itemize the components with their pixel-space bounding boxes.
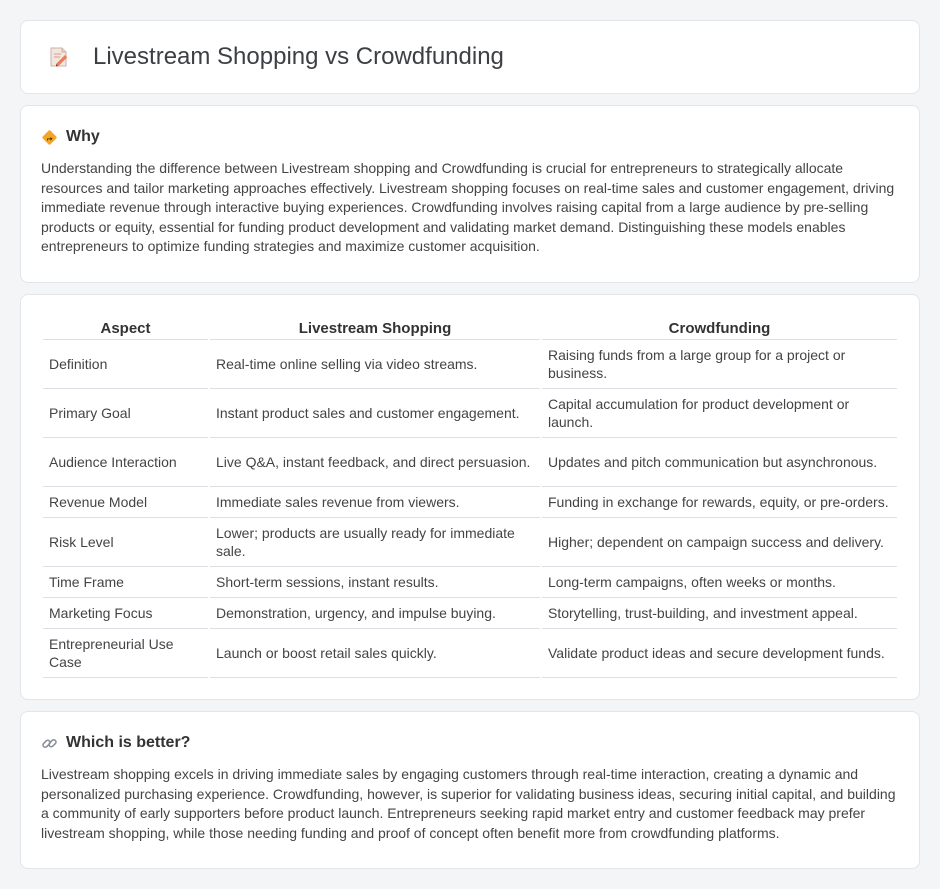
aspect-cell: Definition [43,340,208,389]
crowdfunding-cell: Higher; dependent on campaign success and delivery. [542,518,897,567]
document-pencil-icon [47,45,71,69]
crowdfunding-cell: Raising funds from a large group for a project or business. [542,340,897,389]
title-card [20,20,920,94]
table-row [43,518,897,567]
livestream-cell: Short-term sessions, instant results. [210,567,540,598]
table-row [43,487,897,518]
why-text: Understanding the difference between Livestream shopping and Crowdfunding is crucial for entrepreneurs to strategically allocate resources and tailor marketing approaches effectively. Livestream shopping focuses on real-time sales and customer engagement, driving immediate revenue through interactive buying experiences. Crowdfunding involves raising capital from a large audience by pre-selling products or equity, essential for funding product development and validating market demand. Distinguishing these models enables entrepreneurs to optimize funding strategies and maximize customer acquisition. [41,160,895,254]
page-title: Livestream Shopping vs Crowdfunding [93,43,504,70]
header-livestream: Livestream Shopping [210,315,540,340]
which-better-section [20,711,920,869]
link-icon [41,735,58,752]
livestream-cell: Immediate sales revenue from viewers. [210,487,540,518]
crowdfunding-cell: Updates and pitch communication but asynchronous. [542,438,897,487]
aspect-cell: Entrepreneurial Use Case [43,629,208,678]
livestream-cell: Real-time online selling via video streams. [210,340,540,389]
table-row [43,340,897,389]
aspect-cell: Risk Level [43,518,208,567]
crowdfunding-cell: Validate product ideas and secure development funds. [542,629,897,678]
table-row [43,598,897,629]
comparison-table [41,315,899,678]
table-row [43,438,897,487]
aspect-cell: Revenue Model [43,487,208,518]
comparison-table-card [20,294,920,700]
crowdfunding-cell: Funding in exchange for rewards, equity, or pre-orders. [542,487,897,518]
why-section [20,105,920,283]
livestream-cell: Demonstration, urgency, and impulse buying. [210,598,540,629]
which-better-heading: Which is better? [66,734,191,751]
aspect-cell: Time Frame [43,567,208,598]
table-row [43,629,897,678]
aspect-cell: Primary Goal [43,389,208,438]
which-better-text: Livestream shopping excels in driving immediate sales by engaging customers through real-time interaction, creating a dynamic and personalized purchasing experience. Crowdfunding, however, is superior for validating business ideas, securing initial capital, and building a community of early supporters before product launch. Entrepreneurs seeking rapid market entry and customer feedback may prefer livestream shopping, while those needing funding and proof of concept often benefit more from crowdfunding platforms. [41,766,896,841]
table-row [43,567,897,598]
why-heading: Why [66,128,100,145]
livestream-cell: Live Q&A, instant feedback, and direct persuasion. [210,438,540,487]
livestream-cell: Lower; products are usually ready for immediate sale. [210,518,540,567]
crowdfunding-cell: Capital accumulation for product development or launch. [542,389,897,438]
diamond-sign-icon [41,129,58,146]
aspect-cell: Marketing Focus [43,598,208,629]
table-row [43,389,897,438]
livestream-cell: Launch or boost retail sales quickly. [210,629,540,678]
header-aspect: Aspect [43,315,208,340]
livestream-cell: Instant product sales and customer engagement. [210,389,540,438]
header-crowdfunding: Crowdfunding [542,315,897,340]
crowdfunding-cell: Long-term campaigns, often weeks or months. [542,567,897,598]
crowdfunding-cell: Storytelling, trust-building, and investment appeal. [542,598,897,629]
aspect-cell: Audience Interaction [43,438,208,487]
